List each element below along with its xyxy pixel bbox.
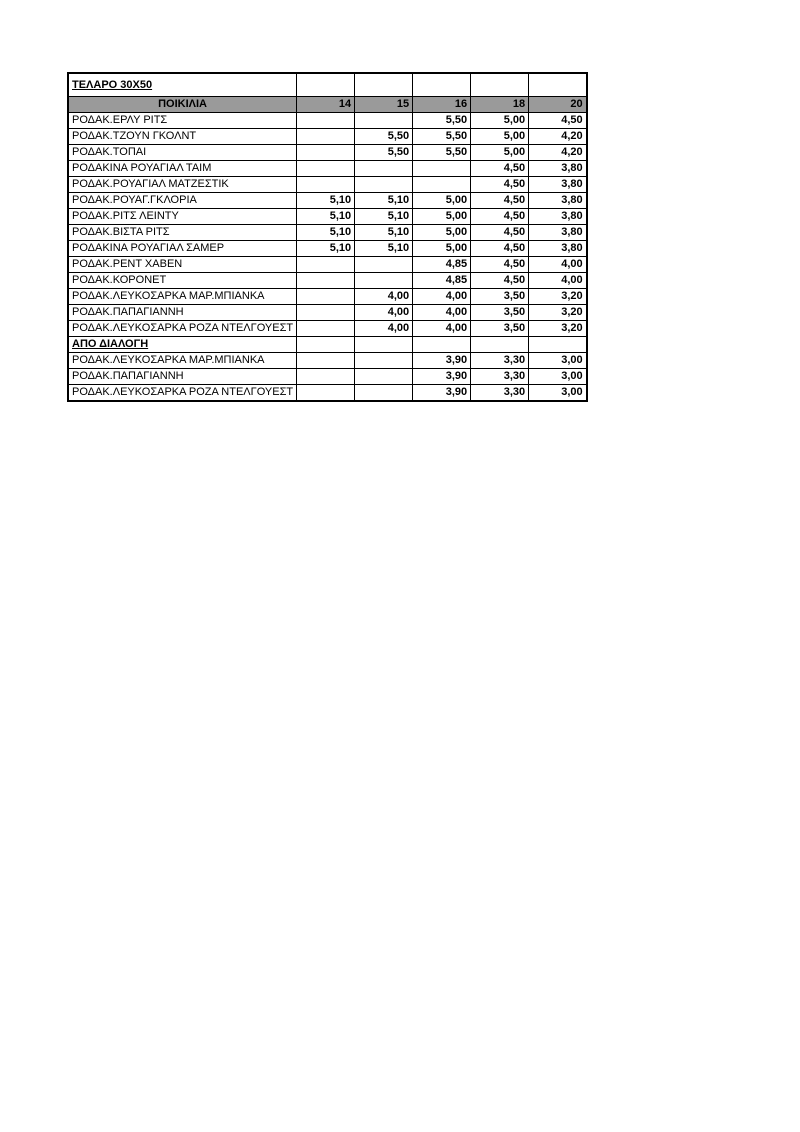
price-cell: 5,00 — [471, 145, 529, 161]
price-cell — [355, 385, 413, 402]
section-blank-cell — [471, 337, 529, 353]
table-row — [68, 145, 587, 161]
price-cell: 5,50 — [355, 145, 413, 161]
section-row — [68, 337, 587, 353]
price-cell — [355, 273, 413, 289]
price-cell — [297, 145, 355, 161]
price-cell: 4,50 — [471, 161, 529, 177]
price-cell: 3,30 — [471, 385, 529, 402]
price-cell: 4,00 — [413, 305, 471, 321]
table-row — [68, 369, 587, 385]
price-cell — [355, 369, 413, 385]
price-cell: 5,00 — [471, 113, 529, 129]
variety-name: ΡΟΔΑΚ.ΠΑΠΑΓΙΑΝΝΗ — [68, 305, 297, 321]
price-cell: 4,00 — [413, 289, 471, 305]
price-cell — [297, 289, 355, 305]
title-blank-cell — [529, 73, 587, 97]
price-cell: 3,20 — [529, 289, 587, 305]
price-cell: 4,00 — [529, 257, 587, 273]
header-row — [68, 97, 587, 113]
title-blank-cell — [413, 73, 471, 97]
price-cell — [297, 353, 355, 369]
price-cell: 3,80 — [529, 193, 587, 209]
price-cell — [413, 161, 471, 177]
price-cell: 5,10 — [355, 193, 413, 209]
price-cell: 3,20 — [529, 305, 587, 321]
price-cell — [297, 177, 355, 193]
variety-name: ΡΟΔΑΚ.ΡΕΝΤ ΧΑΒΕΝ — [68, 257, 297, 273]
variety-name: ΡΟΔΑΚ.ΛΕΥΚΟΣΑΡΚΑ ΜΑΡ.ΜΠΙΑΝΚΑ — [68, 353, 297, 369]
price-cell — [297, 321, 355, 337]
price-cell: 3,80 — [529, 225, 587, 241]
table-row — [68, 225, 587, 241]
price-cell: 5,00 — [413, 241, 471, 257]
price-cell: 4,85 — [413, 257, 471, 273]
title-blank-cell — [471, 73, 529, 97]
price-cell: 5,10 — [355, 225, 413, 241]
price-cell: 3,00 — [529, 385, 587, 402]
table-row — [68, 353, 587, 369]
price-cell: 4,00 — [355, 305, 413, 321]
price-cell: 4,50 — [471, 193, 529, 209]
price-cell — [355, 161, 413, 177]
variety-name: ΡΟΔΑΚ.ΡΟΥΑΓ.ΓΚΛΟΡΙΑ — [68, 193, 297, 209]
price-cell: 4,50 — [471, 257, 529, 273]
price-cell — [355, 353, 413, 369]
price-cell — [297, 113, 355, 129]
price-cell: 3,00 — [529, 369, 587, 385]
sheet-title: ΤΕΛΑΡΟ 30Χ50 — [68, 73, 297, 97]
table-row — [68, 129, 587, 145]
price-cell: 3,30 — [471, 353, 529, 369]
price-cell — [297, 369, 355, 385]
table-row — [68, 289, 587, 305]
table-row — [68, 241, 587, 257]
table-row — [68, 257, 587, 273]
table-row — [68, 209, 587, 225]
price-cell: 4,50 — [471, 177, 529, 193]
price-cell — [297, 305, 355, 321]
price-cell: 3,80 — [529, 177, 587, 193]
variety-name: ΡΟΔΑΚ.ΡΟΥΑΓΙΑΛ ΜΑΤΖΕΣΤΙΚ — [68, 177, 297, 193]
price-cell: 5,00 — [413, 193, 471, 209]
price-cell: 5,50 — [355, 129, 413, 145]
price-cell — [297, 273, 355, 289]
header-size: 14 — [297, 97, 355, 113]
price-cell: 4,50 — [529, 113, 587, 129]
price-cell: 4,00 — [355, 321, 413, 337]
price-cell: 4,20 — [529, 145, 587, 161]
table-row — [68, 273, 587, 289]
price-cell: 5,10 — [297, 193, 355, 209]
section-title: ΑΠΟ ΔΙΑΛΟΓΗ — [68, 337, 297, 353]
price-cell: 3,30 — [471, 369, 529, 385]
price-cell: 3,80 — [529, 209, 587, 225]
variety-name: ΡΟΔΑΚ.ΒΙΣΤΑ ΡΙΤΣ — [68, 225, 297, 241]
price-cell — [297, 385, 355, 402]
price-cell: 3,80 — [529, 161, 587, 177]
price-cell: 3,00 — [529, 353, 587, 369]
variety-name: ΡΟΔΑΚ.ΤΖΟΥΝ ΓΚΟΛΝΤ — [68, 129, 297, 145]
price-cell: 3,90 — [413, 385, 471, 402]
price-cell: 4,00 — [355, 289, 413, 305]
variety-name: ΡΟΔΑΚ.ΤΟΠΑΙ — [68, 145, 297, 161]
price-cell: 5,50 — [413, 145, 471, 161]
variety-name: ΡΟΔΑΚ.ΡΙΤΣ ΛΕΙΝΤΥ — [68, 209, 297, 225]
variety-name: ΡΟΔΑΚ.ΛΕΥΚΟΣΑΡΚΑ ΜΑΡ.ΜΠΙΑΝΚΑ — [68, 289, 297, 305]
header-size: 16 — [413, 97, 471, 113]
price-table — [67, 72, 588, 402]
price-cell: 3,80 — [529, 241, 587, 257]
price-cell: 4,50 — [471, 273, 529, 289]
price-cell — [297, 129, 355, 145]
variety-name: ΡΟΔΑΚΙΝΑ ΡΟΥΑΓΙΑΛ ΣΑΜΕΡ — [68, 241, 297, 257]
price-cell — [297, 257, 355, 273]
price-cell: 5,50 — [413, 113, 471, 129]
price-cell: 5,00 — [413, 225, 471, 241]
price-cell: 3,90 — [413, 369, 471, 385]
price-cell: 3,50 — [471, 289, 529, 305]
title-blank-cell — [297, 73, 355, 97]
price-cell: 3,50 — [471, 305, 529, 321]
table-row — [68, 177, 587, 193]
header-variety: ΠΟΙΚΙΛΙΑ — [68, 97, 297, 113]
price-cell: 4,00 — [529, 273, 587, 289]
price-cell: 5,00 — [471, 129, 529, 145]
header-size: 15 — [355, 97, 413, 113]
price-cell — [413, 177, 471, 193]
price-cell: 4,85 — [413, 273, 471, 289]
table-row — [68, 161, 587, 177]
variety-name: ΡΟΔΑΚ.ΛΕΥΚΟΣΑΡΚΑ ΡΟΖΑ ΝΤΕΛΓΟΥΕΣΤ — [68, 385, 297, 402]
title-blank-cell — [355, 73, 413, 97]
section-blank-cell — [413, 337, 471, 353]
price-cell — [355, 257, 413, 273]
price-cell: 4,50 — [471, 225, 529, 241]
price-cell: 5,00 — [413, 209, 471, 225]
variety-name: ΡΟΔΑΚΙΝΑ ΡΟΥΑΓΙΑΛ ΤΑΙΜ — [68, 161, 297, 177]
table-row — [68, 305, 587, 321]
price-cell: 5,50 — [413, 129, 471, 145]
price-cell — [355, 113, 413, 129]
section-blank-cell — [355, 337, 413, 353]
price-cell: 5,10 — [355, 209, 413, 225]
table-row — [68, 321, 587, 337]
price-cell: 3,90 — [413, 353, 471, 369]
section-blank-cell — [297, 337, 355, 353]
header-size: 18 — [471, 97, 529, 113]
price-cell: 4,00 — [413, 321, 471, 337]
variety-name: ΡΟΔΑΚ.ΛΕΥΚΟΣΑΡΚΑ ΡΟΖΑ ΝΤΕΛΓΟΥΕΣΤ — [68, 321, 297, 337]
price-cell: 3,50 — [471, 321, 529, 337]
table-row — [68, 385, 587, 402]
price-cell: 4,50 — [471, 209, 529, 225]
table-row — [68, 193, 587, 209]
price-cell: 5,10 — [297, 241, 355, 257]
section-blank-cell — [529, 337, 587, 353]
price-cell: 4,20 — [529, 129, 587, 145]
price-cell — [355, 177, 413, 193]
price-cell: 3,20 — [529, 321, 587, 337]
variety-name: ΡΟΔΑΚ.ΚΟΡΟΝΕΤ — [68, 273, 297, 289]
title-row — [68, 73, 587, 97]
price-cell: 4,50 — [471, 241, 529, 257]
price-cell: 5,10 — [355, 241, 413, 257]
table-row — [68, 113, 587, 129]
variety-name: ΡΟΔΑΚ.ΠΑΠΑΓΙΑΝΝΗ — [68, 369, 297, 385]
price-cell: 5,10 — [297, 209, 355, 225]
price-cell — [297, 161, 355, 177]
header-size: 20 — [529, 97, 587, 113]
price-cell: 5,10 — [297, 225, 355, 241]
variety-name: ΡΟΔΑΚ.ΕΡΛΥ ΡΙΤΣ — [68, 113, 297, 129]
